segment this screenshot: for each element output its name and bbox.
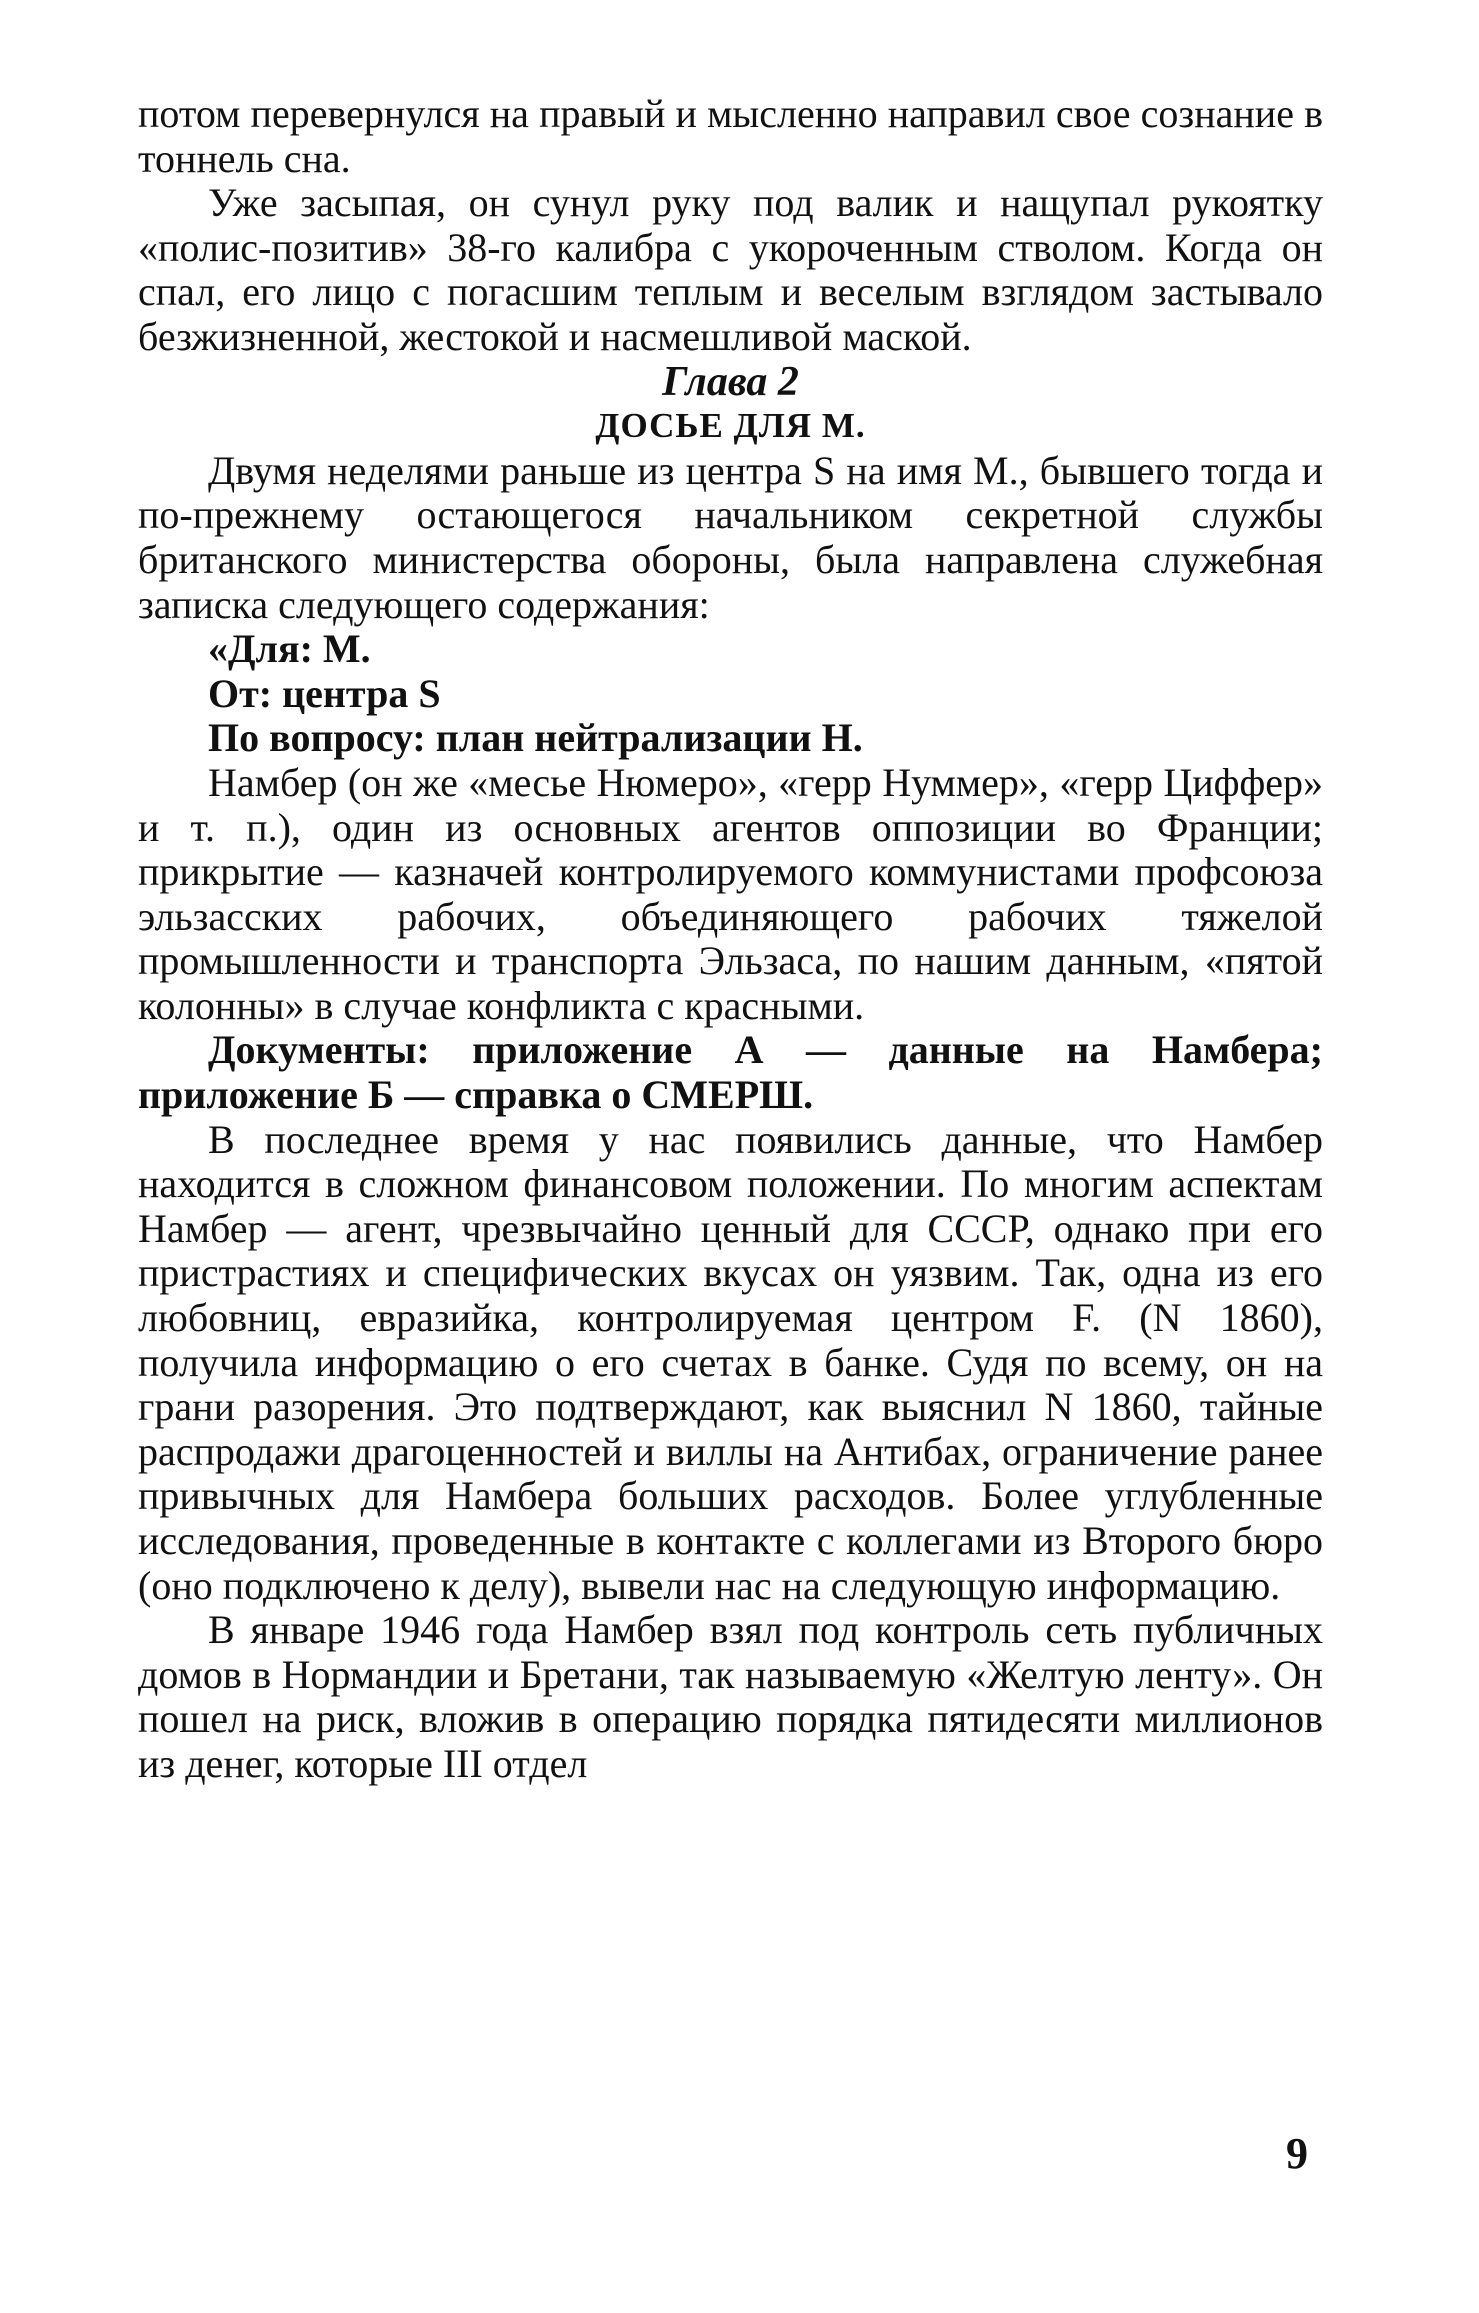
memo-to: «Для: М.	[208, 626, 371, 672]
chapter-title: ДОСЬЕ ДЛЯ М.	[595, 406, 866, 446]
paragraph-number-description: Намбер (он же «месье Нюмеро», «герр Нуммер», «герр Циффер» и т. п.), один из основных агентов оппозиции во Франции; прикрытие — казначей контролируемого коммунистами профсоюза эльзасских рабочих, объединяющего рабочих тяжелой промышленности и транспорта Эльзаса, по нашим данным, «пятой колонны» в случае конфликта с красными.	[138, 759, 1323, 1028]
memo-subject: По вопросу: план нейтрализации Н.	[208, 715, 863, 761]
paragraph-falling-asleep: Уже засыпая, он сунул руку под валик и нащупал рукоятку «полис-позитив» 38-го калибра с укороченным стволом. Когда он спал, его лицо с погасшим теплым и веселым взглядом застывало безжизненной, жестокой и насмешливой маской.	[138, 180, 1323, 359]
paragraph-yellow-ribbon: В январе 1946 года Намбер взял под контроль сеть публичных домов в Нормандии и Бретани, так называемую «Желтую ленту». Он пошел на риск, вложив в операцию порядка пятидесяти миллионов из денег, которые III отдел	[138, 1607, 1323, 1786]
chapter-number: Глава 2	[662, 358, 799, 405]
paragraph-continuation: потом перевернулся на правый и мысленно направил свое сознание в тоннель сна.	[138, 91, 1323, 181]
memo-from: От: центра S	[208, 670, 441, 716]
memo-documents: Документы: приложение А — данные на Намбера; приложение Б — справка о СМЕРШ.	[138, 1027, 1323, 1118]
book-page-text	[138, 92, 1323, 1787]
paragraph-memo-intro: Двумя неделями раньше из центра S на имя М., бывшего тогда и по-прежнему остающегося начальником секретной службы британского министерства обороны, была направлена служебная записка следующего содержания:	[138, 447, 1323, 627]
paragraph-financial-situation: В последнее время у нас появились данные, что Намбер находится в сложном финансовом положении. По многим аспектам Намбер — агент, чрезвычайно ценный для СССР, однако при его пристрастиях и специфических вкусах он уязвим. Так, одна из его любовниц, евразийка, контролируемая центром F. (N 1860), получила информацию о его счетах в банке. Судя по всему, он на грани разорения. Это подтверждают, как выяснил N 1860, тайные распродажи драгоценностей и виллы на Антибах, ограничение ранее привычных для Намбера больших расходов. Более углубленные исследования, проведенные в контакте с коллегами из Второго бюро (оно подключено к делу), вывели нас на следующую информацию.	[138, 1116, 1323, 1608]
page-number: 9	[1286, 2129, 1308, 2178]
